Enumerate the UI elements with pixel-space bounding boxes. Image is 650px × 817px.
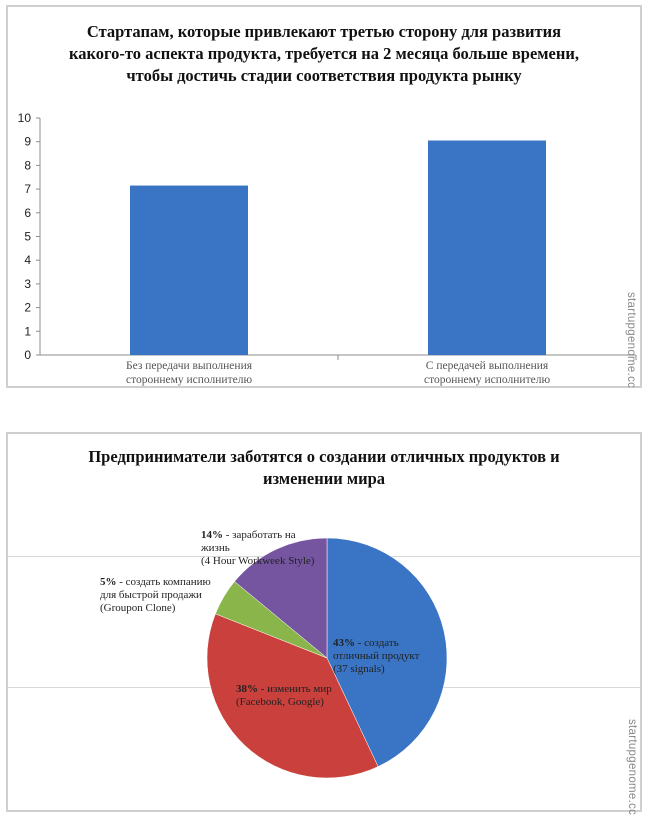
- y-tick-label: 6: [24, 205, 31, 220]
- pie-label-line: (4 Hour Workweek Style): [201, 555, 315, 567]
- x-category-label: С передачей выполнения: [425, 360, 549, 372]
- x-category-label: стороннему исполнителю: [423, 374, 551, 386]
- pie-label-line: (Groupon Clone): [100, 602, 176, 614]
- y-tick-label: 9: [24, 134, 31, 149]
- y-tick-label: 10: [17, 111, 31, 125]
- pie-label-text: - изменить мир: [258, 683, 332, 695]
- y-tick-label: 4: [24, 253, 31, 268]
- pie-chart-plot: [8, 434, 640, 810]
- bar-chart-panel: [6, 5, 642, 388]
- pie-label-pct: 38%: [236, 683, 258, 695]
- pie-chart-title: Предприниматели заботятся о создании отличных продуктов и изменении мира: [88, 447, 560, 488]
- bar-chart-plot: [8, 7, 640, 389]
- pie-label-line: (37 signals): [333, 663, 385, 675]
- bar-chart-watermark: startupgenome.cc: [625, 292, 637, 389]
- pie-label-quick-sale: [100, 576, 211, 615]
- pie-label-text: - создать: [355, 637, 399, 649]
- pie-label-pct: 14%: [201, 529, 223, 541]
- y-tick-label: 8: [24, 158, 31, 173]
- bar: [428, 141, 546, 355]
- pie-label-text: - создать компанию: [116, 576, 211, 588]
- pie-label-pct: 43%: [333, 637, 355, 649]
- pie-label-change-world: [236, 683, 332, 709]
- pie-label-text: - заработать на: [223, 529, 296, 541]
- pie-label-line: жизнь: [201, 542, 230, 554]
- pie-label-line: (Facebook, Google): [236, 696, 324, 708]
- x-category-label: Без передачи выполнения: [125, 360, 253, 372]
- y-tick-label: 0: [24, 348, 31, 362]
- y-tick-label: 3: [24, 276, 31, 291]
- pie-chart-panel: [6, 432, 642, 816]
- y-tick-label: 7: [24, 182, 31, 197]
- pie-label-pct: 5%: [100, 576, 117, 588]
- y-tick-label: 5: [24, 229, 31, 244]
- bar-chart-title: Стартапам, которые привлекают третью сторону для развития какого-то аспекта продукта, требуется на 2 месяца больше времени, чтобы достичь стадии соответствия продукта рынку: [69, 22, 579, 85]
- bar: [130, 186, 248, 355]
- pie-label-living: [201, 529, 314, 568]
- y-tick-label: 1: [24, 324, 31, 339]
- pie-label-product: [333, 637, 419, 676]
- x-category-label: стороннему исполнителю: [125, 374, 253, 386]
- pie-label-line: для быстрой продажи: [100, 589, 202, 601]
- pie-chart-watermark: startupgenome.cc: [626, 719, 638, 816]
- y-tick-label: 2: [24, 300, 31, 315]
- pie-label-line: отличный продукт: [333, 650, 420, 662]
